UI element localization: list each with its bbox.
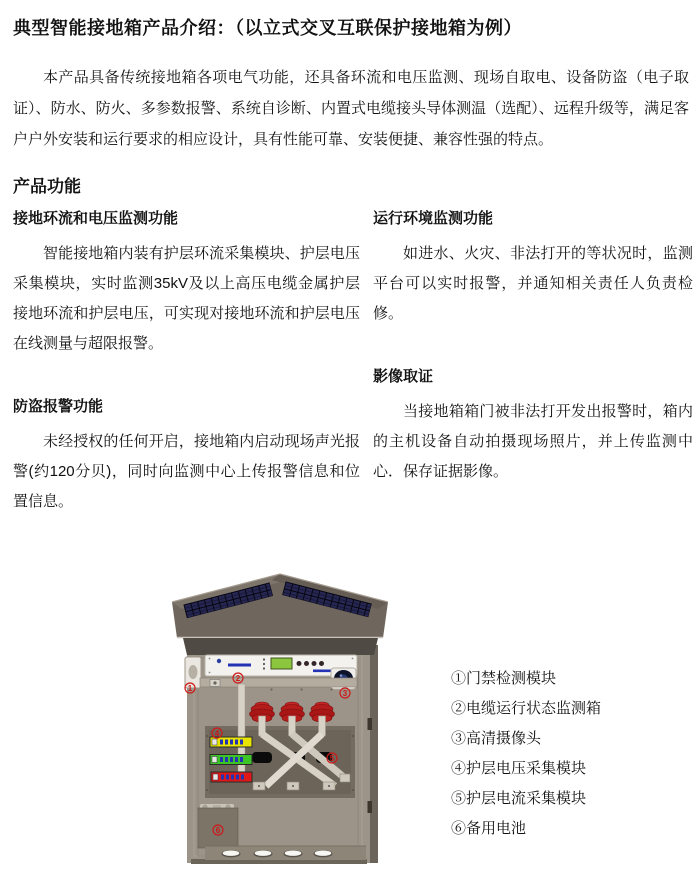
feature-body-environment: 如进水、火灾、非法打开的等状况时，监测平台可以实时报警，并通知相关责任人负责检修。 xyxy=(373,245,693,322)
feature-title-ground-current: 接地环流和电压监测功能 xyxy=(13,210,179,227)
lcd-screen xyxy=(271,658,292,669)
door-hinge xyxy=(368,718,373,730)
feature-title-environment: 运行环境监测功能 xyxy=(373,210,494,227)
svg-text:3: 3 xyxy=(342,689,348,698)
feature-column-right xyxy=(373,208,693,524)
panel-button xyxy=(297,661,302,666)
feature-body-video-evidence: 当接地箱箱门被非法打开发出报警时，箱内的主机设备自动拍摄现场照片，并上传监测中心．保存证据影像。 xyxy=(373,403,693,480)
panel-button xyxy=(304,661,309,666)
feature-body-ground-current: 智能接地箱内装有护层环流采集模块、护层电压采集模块，实时监测35kV及以上高压电缆金属护层接地环流和护层电压，可实现对接地环流和护层电压在线测量与超限报警。 xyxy=(13,245,360,352)
roof-eave xyxy=(183,638,378,655)
callout-item: ④护层电压采集模块 xyxy=(451,760,587,777)
section-heading: 产品功能 xyxy=(13,177,81,196)
model-text xyxy=(313,670,331,673)
intro-paragraph: 本产品具备传统接地箱各项电气功能，还具备环流和电压监测、现场自取电、设备防盗（电子取证）、防水、防火、多参数报警、系统自诊断、内置式电缆接头导体测温（选配）、远程升级等，满足客户户外安装和运行要求的相应设计，具有性能可靠、安装便捷、兼容性强的特点。 xyxy=(13,69,689,148)
feature-body-antitheft: 未经授权的任何开启，接地箱内启动现场声光报警(约120分贝)，同时向监测中心上传报警信息和位置信息。 xyxy=(13,433,360,510)
module-plate-red xyxy=(211,772,252,782)
cable-gland-strip xyxy=(205,846,366,860)
brand-logo-icon xyxy=(217,659,221,663)
cable-gland xyxy=(222,850,241,857)
svg-text:5: 5 xyxy=(329,754,335,763)
svg-text:2: 2 xyxy=(235,674,241,683)
module-plate-green xyxy=(210,755,252,765)
cable-gland xyxy=(254,850,273,857)
cable-gland xyxy=(314,850,333,857)
feature-title-video-evidence: 影像取证 xyxy=(373,368,434,385)
grounding-box-illustration xyxy=(165,558,393,870)
svg-text:6: 6 xyxy=(215,826,221,835)
panel-button xyxy=(319,661,324,666)
roof xyxy=(172,574,388,655)
svg-text:1: 1 xyxy=(187,684,193,693)
callout-item: ②电缆运行状态监测箱 xyxy=(451,700,602,717)
feature-column-left xyxy=(13,208,360,554)
svg-text:4: 4 xyxy=(214,729,220,738)
page-title: 典型智能接地箱产品介绍：（以立式交叉互联保护接地箱为例） xyxy=(13,18,522,38)
callout-item: ③高清摄像头 xyxy=(451,730,542,747)
indicator-led xyxy=(263,663,265,665)
indicator-led xyxy=(263,658,265,660)
callout-list xyxy=(451,664,686,844)
feature-title-antitheft: 防盗报警功能 xyxy=(13,398,104,415)
door-hinge xyxy=(368,801,373,813)
cable-gland xyxy=(284,850,303,857)
panel-button xyxy=(312,661,317,666)
callout-item: ①门禁检测模块 xyxy=(451,670,557,687)
callout-item: ⑤护层电流采集模块 xyxy=(451,790,587,807)
callout-item: ⑥备用电池 xyxy=(451,820,527,837)
indicator-led xyxy=(263,667,265,669)
module-plates xyxy=(210,737,252,782)
brand-text xyxy=(228,664,251,667)
